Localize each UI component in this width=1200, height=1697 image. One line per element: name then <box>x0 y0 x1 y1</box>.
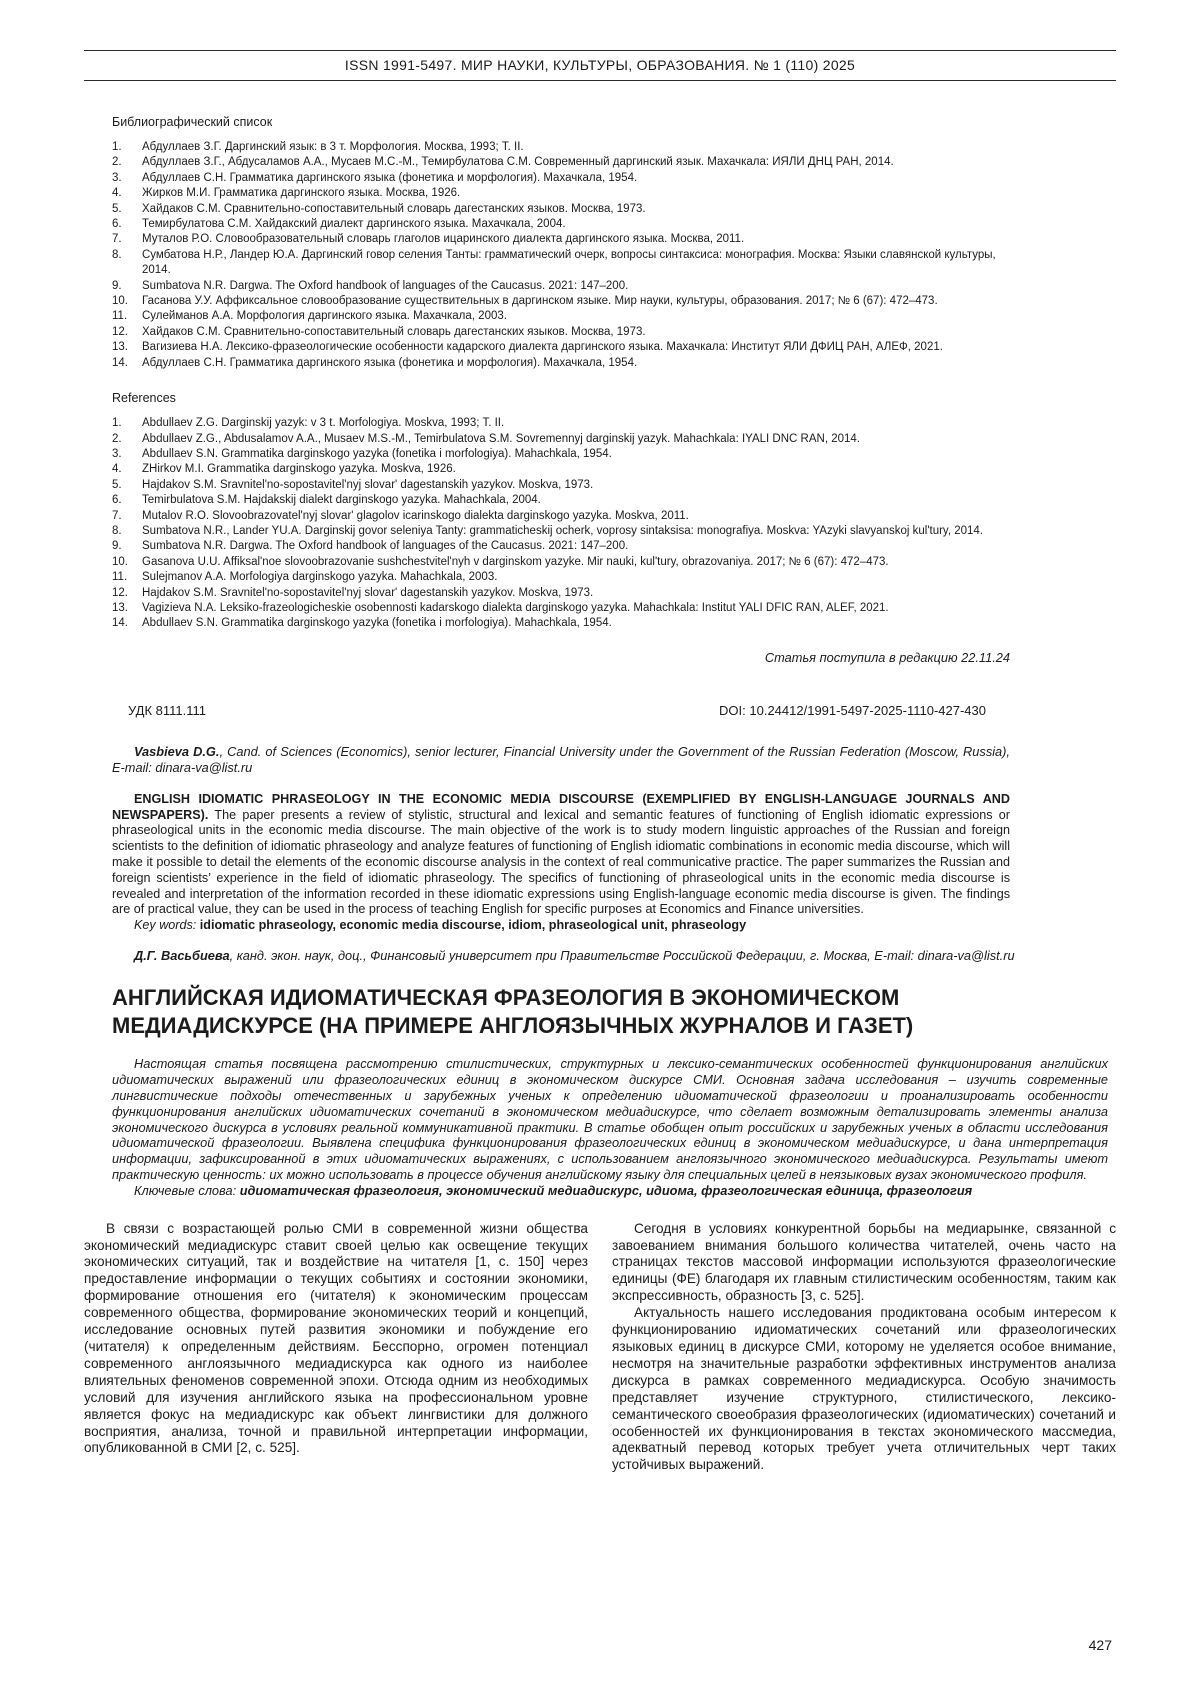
references-section <box>112 391 1026 632</box>
author-affiliation-ru: , канд. экон. наук, доц., Финансовый университет при Правительстве Российской Федерации, г. Москва, E-mail: dinara-va@list.ru <box>229 947 1015 963</box>
reference-item: Abdullaev Z.G. Darginskij yazyk: v 3 t. Morfologiya. Moskva, 1993; T. II. <box>142 417 505 430</box>
body-paragraph: В связи с возрастающей ролью СМИ в современной жизни общества экономический медиадискурс ставит своей целью как освещение текущих экономических ситуаций, так и воздействие на читателя [1, с. 150] через предоставление информации о текущих событиях и состоянии экономики, формирование отношения его (читателя) к экономическим процессам современного общества, формирование экономических теорий и концепций, исследование основных путей развития экономики и побуждение его (читателя) к определенным действиям. Бесспорно, огромен потенциал современного англоязычного медиадискурса как одного из наиболее влиятельных феноменов современной эпохи. Отсюда одним из необходимых условий для изучения английского языка на профессиональном уровне является фокус на медиадискурс как объект лингвистики для должного восприятия, анализа, точной и правильной интерпретации информации, опубликованной в СМИ [2, с. 525]. <box>84 1220 588 1456</box>
body-columns <box>84 1221 1116 1475</box>
keywords-ru <box>112 1183 1108 1199</box>
reference-item: Abdullaev S.N. Grammatika darginskogo yazyka (fonetika i morfologiya). Mahachkala, 1954. <box>142 447 612 460</box>
reference-item: Sumbatova N.R., Lander YU.A. Darginskij govor seleniya Tanty: grammaticheskij ocherk, voprosy sintaksisa: monografiya. Moskva: YAzyki slavyanskoj kul'tury, 2014. <box>142 524 983 537</box>
keywords-ru-label: Ключевые слова: <box>134 1182 237 1198</box>
bibliography-heading: Библиографический список <box>112 115 273 129</box>
keywords-en-label: Key words: <box>134 918 197 933</box>
keywords-ru-text: идиоматическая фразеология, экономический медиадискурс, идиома, фразеологическая единица, фразеология <box>239 1182 973 1198</box>
bibliography-item: Абдуллаев З.Г. Даргинский язык: в 3 т. Морфология. Москва, 1993; Т. II. <box>142 141 524 153</box>
bibliography-item: Хайдаков С.М. Сравнительно-сопоставительный словарь дагестанских языков. Москва, 1973. <box>142 202 646 215</box>
bibliography-item: Абдуллаев С.Н. Грамматика даргинского языка (фонетика и морфология). Махачкала, 1954. <box>142 171 638 184</box>
bibliography-item: Вагизиева Н.А. Лексико-фразеологические особенности кадарского диалекта даргинского языка. Махачкала: Институт ЯЛИ ДФИЦ РАН, АЛЕФ, 2021. <box>142 341 943 354</box>
reference-item: Vagizieva N.A. Leksiko-frazeologicheskie osobennosti kadarskogo dialekta darginskogo yazyka. Mahachkala: Institut YALI DFIC RAN, ALEF, 2021. <box>142 601 889 614</box>
reference-item: Hajdakov S.M. Sravnitel'no-sopostavitel'nyj slovar' dagestanskih yazykov. Moskva, 1973. <box>142 586 594 599</box>
bibliography-item: Темирбулатова С.М. Хайдакский диалект даргинского языка. Махачкала, 2004. <box>142 218 566 231</box>
bibliography-item: Абдуллаев З.Г., Абдусаламов А.А., Мусаев М.С.-М., Темирбулатова С.М. Современный даргинский язык. Махачкала: ИЯЛИ ДНЦ РАН, 2014. <box>142 156 894 169</box>
author-line-ru <box>112 948 1108 965</box>
body-paragraph: Актуальность нашего исследования продиктована особым интересом к функционированию идиоматических сочетаний или фразеологических языковых единиц в дискурсе СМИ, которому не уделяется особое внимание, несмотря на значительные разработки эффективных инструментов анализа дискурса в рамках современного медиадискурса. Особую значимость представляет изучение структурного, стилистического, лексико-семантического своеобразия фразеологических (идиоматических) сочетаний и особенностей их функционирования в текстах экономического массмедиа, адекватный перевод которых требует учета отличительных черт таких устойчивых выражений. <box>612 1305 1116 1473</box>
references-heading: References <box>112 391 176 406</box>
article-meta-row <box>128 703 986 718</box>
author-affiliation-en: , Cand. of Sciences (Economics), senior lecturer, Financial University under the Government of the Russian Federation (Moscow, Russia), E-mail: dinara-va@list.ru <box>112 743 1010 776</box>
abstract-en <box>112 792 1010 918</box>
reference-item: Abdullaev Z.G., Abdusalamov A.A., Musaev M.S.-M., Temirbulatova S.M. Sovremennyj darginskij yazyk. Mahachkala: IYALI DNC RAN, 2014. <box>142 432 860 445</box>
article-title-ru-line2: МЕДИАДИСКУРСЕ (НА ПРИМЕРЕ АНГЛОЯЗЫЧНЫХ ЖУРНАЛОВ И ГАЗЕТ) <box>112 1013 914 1039</box>
udk-code: УДК 8111.111 <box>128 702 207 718</box>
article-title-ru <box>112 984 1116 1040</box>
reference-item: Temirbulatova S.M. Hajdakskij dialekt darginskogo yazyka. Mahachkala, 2004. <box>142 494 541 507</box>
references-list <box>112 416 1026 632</box>
reference-item: Gasanova U.U. Affiksal'noe slovoobrazovanie sushchestvitel'nyh v darginskom yazyke. Mir nauki, kul'tury, obrazovaniya. 2017; № 6 (67): 472–473. <box>142 555 889 568</box>
body-paragraph: Сегодня в условиях конкурентной борьбы на медиарынке, связанной с завоеванием внимания большого количества читателей, очень часто на страницах текстов массовой информации используются фразеологические единицы (ФЕ) благодаря их главным стилистическим особенностям, таким как экспрессивность, образность [3, с. 525]. <box>612 1220 1116 1304</box>
bibliography-item: Sumbatova N.R. Dargwa. The Oxford handbook of languages of the Caucasus. 2021: 147–200. <box>142 279 629 292</box>
author-name-en: Vasbieva D.G. <box>134 743 220 759</box>
received-note: Статья поступила в редакцию 22.11.24 <box>764 649 1010 665</box>
abstract-en-text: The paper presents a review of stylistic, structural and lexical and semantic features of functioning of English idiomatic expressions or phraseological units in the economic media discourse. The main objective of the work is to study modern linguistic approaches of the Russian and foreign scientists to the definition of idiomatic phraseology and analyze features of functioning of English idiomatic combinations in economic media discourse, which will make it possible to detail the elements of the economic discourse analysis in the context of real communicative practice. The paper summarizes the Russian and foreign scientists’ experience in the field of idiomatic phraseology. The specifics of functioning of phraseological units in the economic media discourse is revealed and interpretation of the information recorded in these idiomatic expressions using English-language economic media discourse is given. The findings are of practical value, they can be used in the process of teaching English for specific purposes at Economics and Finance universities. <box>112 807 1010 917</box>
reference-item: Abdullaev S.N. Grammatika darginskogo yazyka (fonetika i morfologiya). Mahachkala, 1954. <box>142 617 612 630</box>
bibliography-item: Сумбатова Н.Р., Ландер Ю.А. Даргинский говор селения Танты: грамматический очерк, вопросы синтаксиса: монография. Москва: Языки славянской культуры, 2014. <box>142 248 996 277</box>
reference-item: Hajdakov S.M. Sravnitel'no-sopostavitel'nyj slovar' dagestanskih yazykov. Moskva, 1973. <box>142 478 594 491</box>
author-line-en <box>112 744 1010 777</box>
article-title-ru-line1: АНГЛИЙСКАЯ ИДИОМАТИЧЕСКАЯ ФРАЗЕОЛОГИЯ В ЭКОНОМИЧЕСКОМ <box>112 985 900 1011</box>
reference-item: ZHirkov M.I. Grammatika darginskogo yazyka. Moskva, 1926. <box>142 463 456 476</box>
left-column <box>84 1221 588 1475</box>
bibliography-item: Сулейманов А.А. Морфология даргинского языка. Махачкала, 2003. <box>142 310 507 323</box>
doi-code: DOI: 10.24412/1991-5497-2025-1110-427-430 <box>719 702 986 718</box>
abstract-ru: Настоящая статья посвящена рассмотрению стилистических, структурных и лексико-семантических особенностей функционирования английских идиоматических выражений или фразеологических единиц в экономическом дискурсе СМИ. Основная задача исследования – изучить современные лингвистические подходы отечественных и зарубежных ученых к определению идиоматической фразеологии и проанализировать особенности функционирования английских идиоматических сочетаний в экономическом медиадискурсе, что сделает возможным детализировать элементы анализа экономического дискурса в условиях реальной коммуникативной практики. В статье обобщен опыт российских и зарубежных ученых в области исследования идиоматической фразеологии. Выявлена специфика функционирования фразеологических единиц в экономическом медиадискурсе, и дана интерпретация информации, зафиксированной в этих идиоматических выражениях, с использованием англоязычного экономического медиадискурса. Результаты имеют практическую ценность: их можно использовать в процессе обучения английскому языку для специальных целей в неязыковых вузах экономического профиля. <box>112 1056 1108 1183</box>
keywords-en-text: idiomatic phraseology, economic media discourse, idiom, phraseological unit, phraseology <box>199 918 747 933</box>
article-title-en: ENGLISH IDIOMATIC PHRASEOLOGY IN THE ECONOMIC MEDIA DISCOURSE (EXEMPLIFIED BY ENGLISH-LANGUAGE JOURNALS AND NEWSPAPERS). <box>112 791 1010 822</box>
bibliography-list <box>112 140 1026 371</box>
bibliography-item: Гасанова У.У. Аффиксальное словообразование существительных в даргинском языке. Мир науки, культуры, образования. 2017; № 6 (67): 472–473. <box>142 295 938 308</box>
bibliography-item: Хайдаков С.М. Сравнительно-сопоставительный словарь дагестанских языков. Москва, 1973. <box>142 325 646 338</box>
bibliography-item: Жирков М.И. Грамматика даргинского языка. Москва, 1926. <box>142 187 461 200</box>
right-column <box>612 1221 1116 1475</box>
reference-item: Mutalov R.O. Slovoobrazovatel'nyj slovar' glagolov icarinskogo dialekta darginskogo yazyka. Moskva, 2011. <box>142 509 689 522</box>
reference-item: Sumbatova N.R. Dargwa. The Oxford handbook of languages of the Caucasus. 2021: 147–200. <box>142 540 629 553</box>
page-number: 427 <box>1088 1637 1112 1653</box>
bibliography-item: Муталов Р.О. Словообразовательный словарь глаголов ицаринского диалекта даргинского языка. Москва, 2011. <box>142 233 745 246</box>
bibliography-section <box>112 115 1026 632</box>
bibliography-item: Абдуллаев С.Н. Грамматика даргинского языка (фонетика и морфология). Махачкала, 1954. <box>142 356 638 369</box>
journal-running-head: ISSN 1991-5497. МИР НАУКИ, КУЛЬТУРЫ, ОБРАЗОВАНИЯ. № 1 (110) 2025 <box>84 50 1116 81</box>
keywords-en <box>112 918 1010 934</box>
reference-item: Sulejmanov A.A. Morfologiya darginskogo yazyka. Mahachkala, 2003. <box>142 571 498 584</box>
author-name-ru: Д.Г. Васьбиева <box>134 947 230 963</box>
